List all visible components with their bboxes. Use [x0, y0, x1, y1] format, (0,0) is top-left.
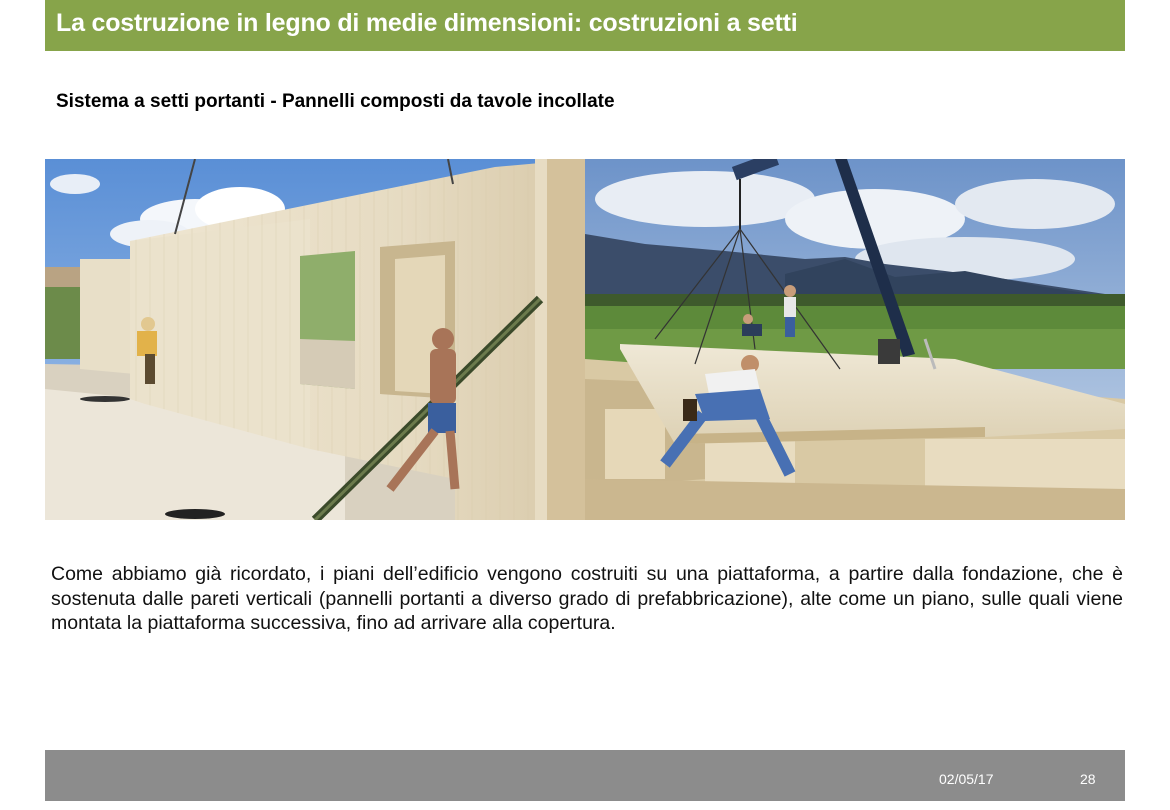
photo-wall-panels [45, 159, 585, 520]
slide-title: La costruzione in legno di medie dimensioni: costruzioni a setti [56, 9, 798, 37]
footer-date: 02/05/17 [939, 771, 994, 787]
photo-floor-platform [585, 159, 1125, 520]
body-paragraph: Come abbiamo già ricordato, i piani dell’edificio vengono costruiti su una piattaforma, a partire dalla fondazione, che è sostenuta dalle pareti verticali (pannelli portanti a diverso grado di prefabbricazione), alte come un piano, sulle quali viene montata la piattaforma successiva, fino ad arrivare alla copertura. [51, 563, 1123, 634]
title-bar [45, 0, 1125, 51]
page-number: 28 [1080, 771, 1096, 787]
footer-bar [45, 750, 1125, 801]
slide-subtitle: Sistema a setti portanti - Pannelli composti da tavole incollate [56, 91, 615, 112]
